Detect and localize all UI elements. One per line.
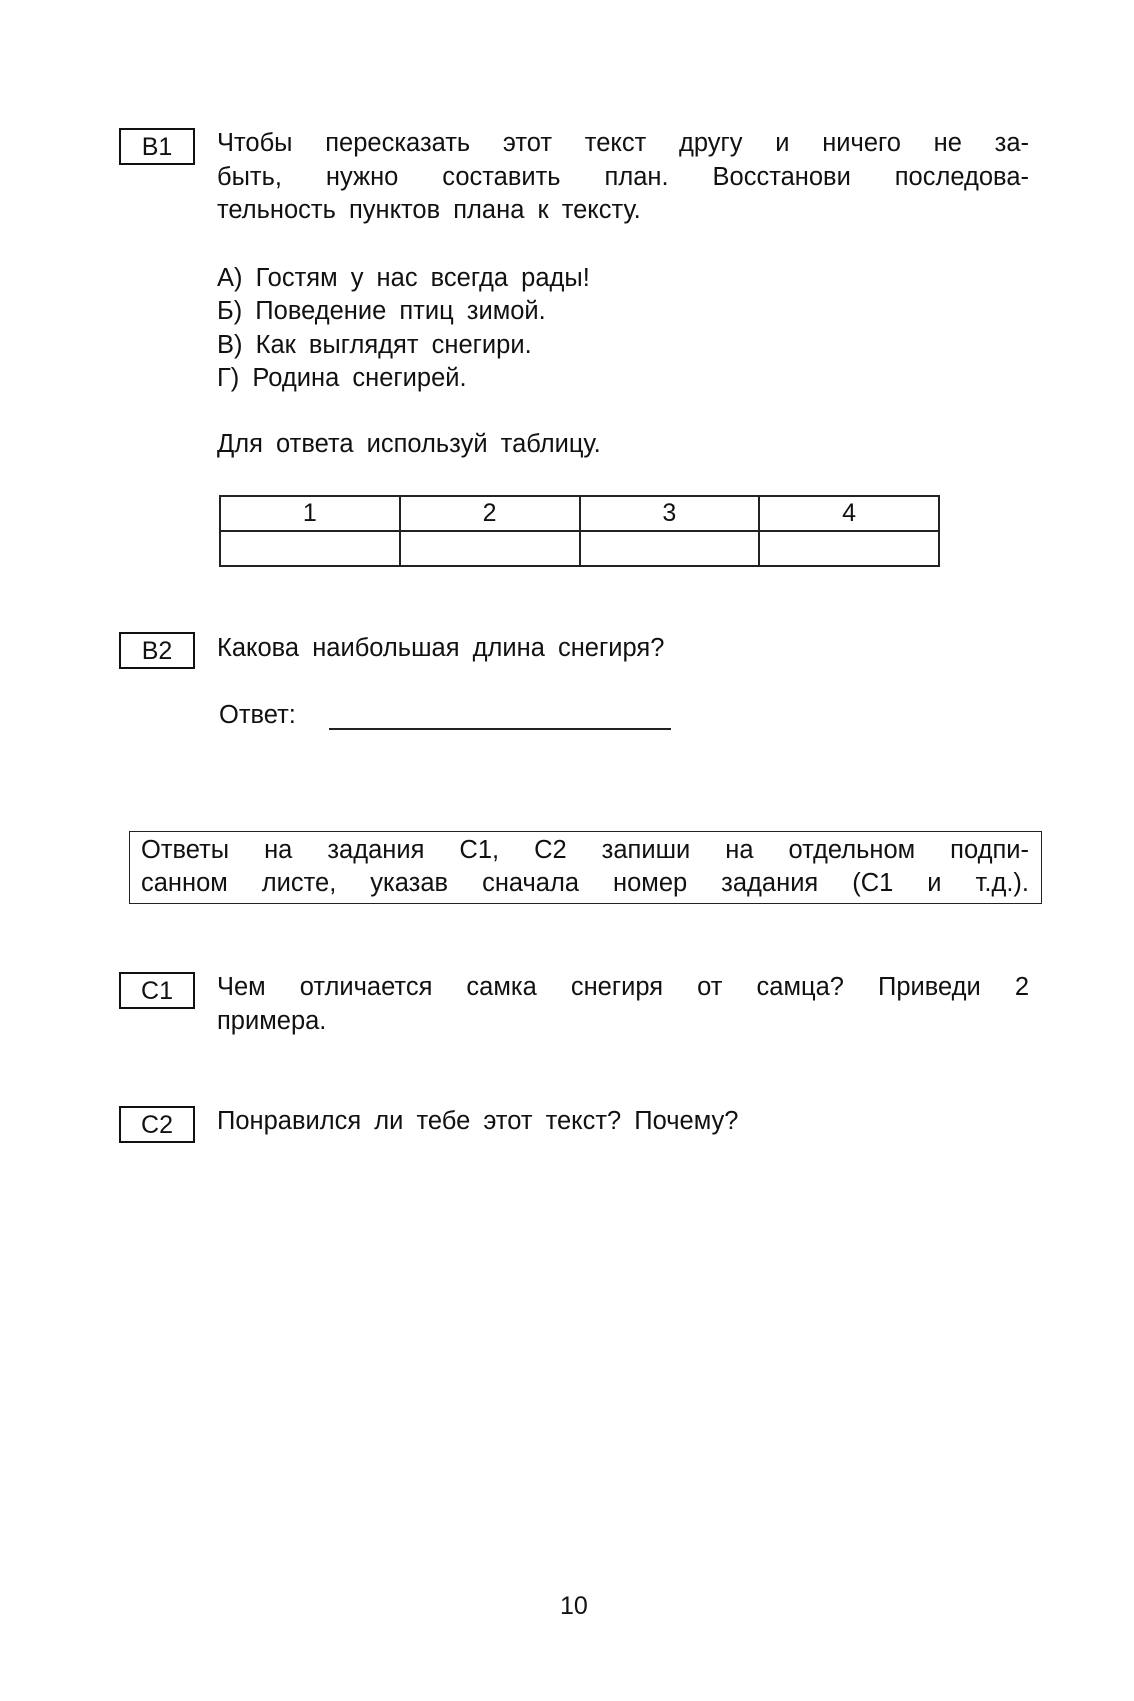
task-c1-line: Чем отличается самка снегиря от самца? Приведи 2: [217, 973, 1029, 1001]
answer-cell[interactable]: [220, 531, 400, 566]
answer-cell[interactable]: [400, 531, 580, 566]
option-v: В) Как выглядят снегири.: [217, 330, 532, 359]
task-label-c2: С2: [119, 1106, 195, 1143]
instruction-line: санном листе, указав сначала номер задания (С1 и т.д.).: [141, 869, 1029, 897]
table-header: 3: [580, 496, 760, 531]
task-c2-question: Понравился ли тебе этот текст? Почему?: [217, 1107, 739, 1135]
task-b1-options: [217, 262, 590, 396]
table-header: 1: [220, 496, 400, 531]
task-b1-line: тельность пунктов плана к тексту.: [217, 196, 641, 225]
task-label-c1: С1: [119, 972, 195, 1009]
task-c1-text: [217, 971, 1029, 1038]
task-b1-line: быть, нужно составить план. Восстанови последова-: [217, 162, 1029, 191]
task-label-b1: В1: [119, 128, 195, 165]
option-g: Г) Родина снегирей.: [217, 364, 467, 393]
task-b2-question: Какова наибольшая длина снегиря?: [217, 634, 665, 662]
table-header: 4: [759, 496, 939, 531]
answer-line[interactable]: [329, 700, 671, 730]
table-instruction: Для ответа используй таблицу.: [217, 430, 601, 458]
answer-label: Ответ:: [219, 701, 296, 729]
task-b1-line: Чтобы пересказать этот текст другу и ничего не за-: [217, 129, 1029, 157]
task-label-b2: В2: [119, 632, 195, 669]
page-number: 10: [560, 1592, 588, 1620]
table-header: 2: [400, 496, 580, 531]
task-b1-text: [217, 127, 1029, 228]
instruction-line: Ответы на задания С1, С2 запиши на отдельном подпи-: [141, 836, 1029, 864]
answer-table: [219, 495, 940, 567]
option-a: А) Гостям у нас всегда рады!: [217, 264, 590, 292]
answer-cell[interactable]: [759, 531, 939, 566]
instruction-box: [129, 831, 1042, 904]
task-c1-line: примера.: [217, 1006, 327, 1035]
answer-cell[interactable]: [580, 531, 760, 566]
option-b: Б) Поведение птиц зимой.: [217, 297, 546, 326]
